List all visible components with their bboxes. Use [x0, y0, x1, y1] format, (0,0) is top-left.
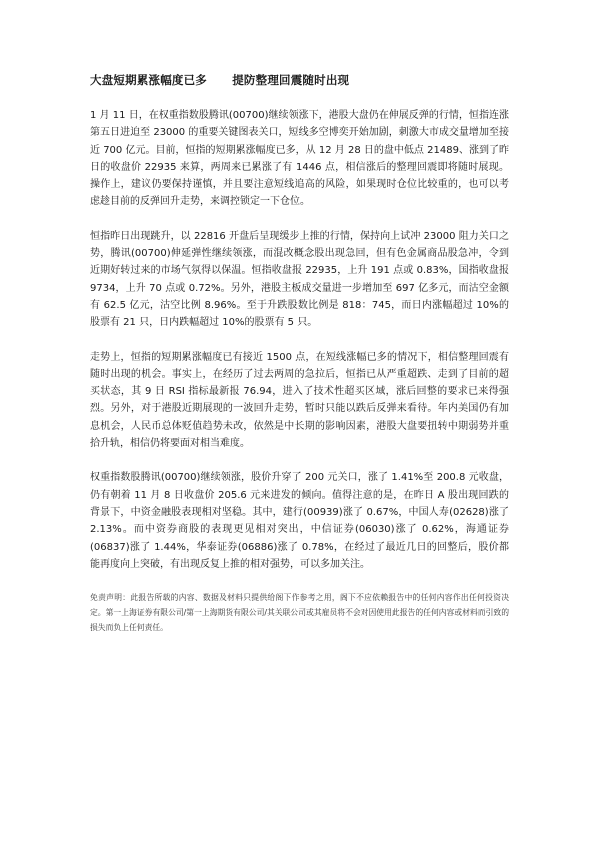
disclaimer: 免责声明：此报告所载的内容、数据及材料只提供给阁下作参考之用，阁下不应依赖报告中的任何内容作出任何投资决定。第一上海证券有限公司/第一上海期货有限公司/其关联公司或其雇员将不会对因使用此报告的任何内容或材料而引致的损失而负上任何责任。: [90, 593, 509, 633]
document-title: 大盘短期累涨幅度已多 提防整理回震随时出现: [90, 73, 350, 87]
paragraph-1: 1 月 11 日，在权重指数股腾讯(00700)继续领涨下，港股大盘仍在伸展反弹的行情，恒指连涨第五日进迫至 23000 的重要关键图表关口，短线多空博奕开始加剧，刺激大市成交量增加至接近 700 亿元。目前，恒指的短期累涨幅度已多，从 12 月 28 日的盘中低点 21489、涨到了昨日的收盘价 22935 来算，两周来已累涨了有 1446 点，相信涨后的整理回震即将随时展现。操作上，建议仍要保持谨慎，并且要注意短线追高的风险，如果现时仓位比较重的，也可以考虑趁目前的反弹回升走势，来调控锁定一下仓位。: [90, 110, 509, 208]
paragraph-2: 恒指昨日出现跳升，以 22816 开盘后呈现缓步上推的行情，保持向上试冲 23000 阻力关口之势，腾讯(00700)伸延弹性继续领涨，而混改概念股出现急回，但有色金属商品股急冲，令到近期好转过来的市场气氛得以保温。恒指收盘报 22935，上升 191 点或 0.83%，国指收盘报 9734，上升 70 点或 0.72%。另外，港股主板成交量进一步增加至 697 亿多元，而沽空金额有 62.5 亿元，沽空比例 8.96%。至于升跌股数比例是 818：745，而日内涨幅超过 10%的股票有 21 只，日内跌幅超过 10%的股票有 5 只。: [90, 230, 509, 329]
paragraph-3: 走势上，恒指的短期累涨幅度已有接近 1500 点，在短线涨幅已多的情况下，相信整理回震有随时出现的机会。事实上，在经历了过去两周的急拉后，恒指已从严重超跌、走到了目前的超买状态，其 9 日 RSI 指标最新报 76.94，进入了技术性超买区域，涨后回整的要求已来得强烈。另外，对于港股近期展现的一波回升走势，暂时只能以跌后反弹来看待。年内美国仍有加息机会，人民币总体贬值趋势未改，依然是中长期的影响因素，港股大盘要扭转中期弱势并重拾升轨，相信仍将要面对相当难度。: [90, 351, 509, 450]
paragraph-4: 权重指数股腾讯(00700)继续领涨，股价升穿了 200 元关口，涨了 1.41%至 200.8 元收盘，仍有朝着 11 月 8 日收盘价 205.6 元来进发的倾向。值得注意的是，在昨日 A 股出现回跌的背景下，中资金融股表现相对坚稳。其中，建行(00939)涨了 0.67%，中国人寿(02628)涨了 2.13%。而中资券商股的表现更见相对突出，中信证券(06030)涨了 0.62%，海通证券(06837)涨了 1.44%，华泰证券(06886)涨了 0.78%，在经过了最近几日的回整后，股价都能再度向上突破，有出现反复上推的相对强势，可以多加关注。: [90, 472, 509, 570]
